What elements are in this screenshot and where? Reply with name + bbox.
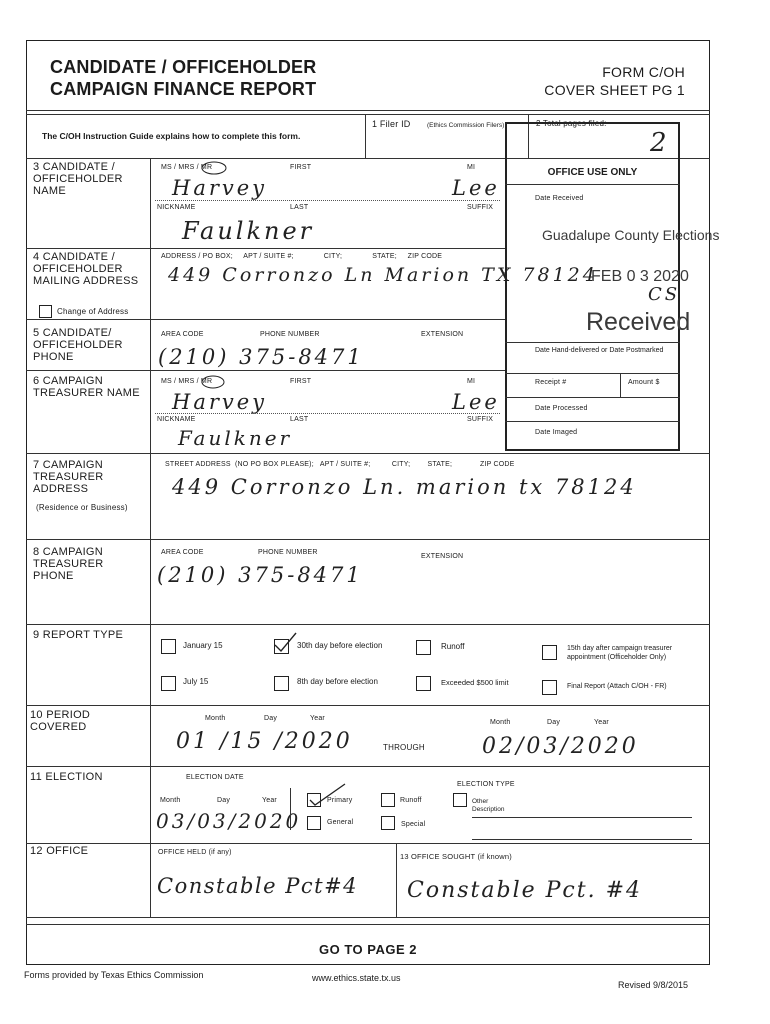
s8-phone-value[interactable]: (210) 375-8471 (157, 563, 363, 587)
website-link[interactable]: www.ethics.state.tx.us (312, 973, 401, 983)
period-to-value[interactable]: 02/03/2020 (482, 734, 639, 759)
s6-mi-label: MI (467, 378, 476, 385)
day8-checkbox[interactable] (274, 676, 289, 691)
section-5-label: 5 CANDIDATE/ OFFICEHOLDER PHONE (33, 327, 123, 363)
section-9-label: 9 REPORT TYPE (33, 629, 124, 641)
section-3-label: 3 CANDIDATE / OFFICEHOLDER NAME (33, 161, 123, 197)
s8-extension-label: EXTENSION (421, 553, 464, 560)
special-label: Special (401, 821, 426, 828)
s6-title-label: MS / MRS / MR (161, 378, 213, 385)
s11-day-label: Day (217, 797, 231, 804)
form-title-line2: CAMPAIGN FINANCE REPORT (50, 79, 317, 99)
s6-suffix-label: SUFFIX (467, 416, 494, 423)
s3-first-value[interactable]: Harvey (172, 176, 268, 200)
period-from-value[interactable]: 01 /15 /2020 (176, 729, 353, 754)
s3-mi-label: MI (467, 164, 476, 171)
s4-address-value[interactable]: 449 Corronzo Ln Marion TX 78124 (168, 264, 598, 286)
s6-mr-circle (200, 373, 230, 391)
runoff-label: Runoff (441, 642, 465, 651)
go-to-page-2: GO TO PAGE 2 (319, 942, 417, 957)
revised-date: Revised 9/8/2015 (618, 980, 689, 990)
s3-last-label: LAST (290, 204, 309, 211)
s3-first-label: FIRST (290, 164, 312, 171)
stamp-date: FEB 0 3 2020 (591, 268, 689, 285)
cover-sheet-label: COVER SHEET PG 1 (544, 82, 685, 98)
filer-id-note: (Ethics Commission Filers) (427, 122, 505, 129)
general-checkbox[interactable] (307, 816, 321, 830)
runoff-election-label: Runoff (400, 797, 422, 804)
s10-to-year-label: Year (594, 719, 609, 726)
day8-label: 8th day before election (297, 677, 378, 686)
election-date-value[interactable]: 03/03/2020 (156, 809, 302, 833)
provided-by: Forms provided by Texas Ethics Commission (24, 970, 204, 980)
s10-day-label: Day (264, 715, 278, 722)
section-12-label: 12 OFFICE (30, 845, 89, 857)
s6-last-value[interactable]: Faulkner (178, 426, 293, 450)
section-8-label: 8 CAMPAIGN TREASURER PHONE (33, 546, 104, 582)
date-processed-label: Date Processed (535, 405, 588, 412)
s7-address-header: STREET ADDRESS (NO PO BOX PLEASE); APT / SUITE #; CITY; STATE; ZIP CODE (165, 461, 515, 468)
s6-first-value[interactable]: Harvey (172, 390, 268, 414)
s5-area-code-label: AREA CODE (161, 331, 204, 338)
jan15-label: January 15 (183, 641, 223, 650)
runoff-checkbox[interactable] (416, 640, 431, 655)
s6-mi-value[interactable]: Lee (452, 390, 500, 414)
s10-year-label: Year (310, 715, 325, 722)
s5-phone-label: PHONE NUMBER (260, 331, 320, 338)
jul15-label: July 15 (183, 677, 209, 686)
stamp-initials: CS (648, 284, 681, 305)
total-pages-label: 2 Total pages filed: (536, 119, 607, 128)
exceeded-checkbox[interactable] (416, 676, 431, 691)
amount-label: Amount $ (628, 379, 660, 386)
runoff-election-checkbox[interactable] (381, 793, 395, 807)
stamp-received: Received (586, 308, 691, 336)
primary-label: Primary (327, 797, 353, 804)
jan15-checkbox[interactable] (161, 639, 176, 654)
through-label: THROUGH (383, 743, 425, 752)
change-of-address-checkbox[interactable] (39, 305, 52, 318)
section-13-label: 13 OFFICE SOUGHT (if known) (400, 852, 512, 861)
s3-suffix-label: SUFFIX (467, 204, 494, 211)
form-code: FORM C/OH (602, 64, 685, 80)
office-held-value[interactable]: Constable Pct#4 (157, 874, 359, 898)
s7-address-value[interactable]: 449 Corronzo Ln. marion tx 78124 (172, 475, 637, 499)
s5-extension-label: EXTENSION (421, 331, 464, 338)
s11-year-label: Year (262, 797, 277, 804)
total-pages-value[interactable]: 2 (650, 128, 670, 158)
s6-nickname-label: NICKNAME (157, 416, 196, 423)
final-report-checkbox[interactable] (542, 680, 557, 695)
jul15-checkbox[interactable] (161, 676, 176, 691)
special-checkbox[interactable] (381, 816, 395, 830)
s6-last-label: LAST (290, 416, 309, 423)
other-checkbox[interactable] (453, 793, 467, 807)
s4-address-header: ADDRESS / PO BOX; APT / SUITE #; CITY; STATE; ZIP CODE (161, 253, 443, 260)
date-imaged-label: Date Imaged (535, 429, 578, 436)
stamp-county: Guadalupe County Elections (542, 227, 720, 243)
primary-checkmark-icon (307, 782, 347, 808)
hand-delivered-label: Date Hand-delivered or Date Postmarked (535, 347, 664, 354)
section-4-label: 4 CANDIDATE / OFFICEHOLDER MAILING ADDRESS (33, 251, 139, 287)
receipt-label: Receipt # (535, 379, 567, 386)
s5-phone-value[interactable]: (210) 375-8471 (158, 345, 364, 369)
s10-to-day-label: Day (547, 719, 561, 726)
s6-first-label: FIRST (290, 378, 312, 385)
day15-checkbox[interactable] (542, 645, 557, 660)
s3-title-label: MS / MRS / MR (161, 164, 213, 171)
office-sought-value[interactable]: Constable Pct. #4 (407, 878, 643, 903)
day15-label: 15th day after campaign treasurer appointment (Officeholder Only) (567, 645, 673, 661)
exceeded-label: Exceeded $500 limit (441, 678, 509, 687)
section-7-sub: (Residence or Business) (36, 503, 128, 512)
office-held-label: OFFICE HELD (if any) (158, 849, 232, 856)
s3-nickname-label: NICKNAME (157, 204, 196, 211)
s8-phone-label: PHONE NUMBER (258, 549, 318, 556)
section-11-label: 11 ELECTION (30, 771, 103, 783)
section-6-label: 6 CAMPAIGN TREASURER NAME (33, 375, 140, 399)
change-of-address-label: Change of Address (57, 307, 129, 316)
date-received-label: Date Received (535, 195, 584, 202)
final-report-label: Final Report (Attach C/OH - FR) (567, 683, 667, 690)
filer-id-label: 1 Filer ID (372, 119, 411, 129)
election-date-label: ELECTION DATE (186, 774, 244, 781)
s3-last-value[interactable]: Faulkner (182, 217, 315, 245)
form-title-line1: CANDIDATE / OFFICEHOLDER (50, 57, 317, 77)
section-7-label: 7 CAMPAIGN TREASURER ADDRESS (33, 459, 104, 495)
s3-mi-value[interactable]: Lee (452, 176, 500, 200)
instruction-text: The C/OH Instruction Guide explains how to complete this form. (42, 131, 301, 141)
day30-checkmark-icon (272, 630, 298, 654)
s3-mr-circle (200, 159, 230, 177)
election-type-label: ELECTION TYPE (457, 781, 515, 788)
other-description-label: Other Description (472, 798, 505, 813)
s10-to-month-label: Month (490, 719, 511, 726)
day30-label: 30th day before election (297, 641, 383, 650)
section-10-label: 10 PERIOD COVERED (30, 709, 91, 733)
general-label: General (327, 819, 354, 826)
s10-month-label: Month (205, 715, 226, 722)
s11-month-label: Month (160, 797, 181, 804)
office-use-title: OFFICE USE ONLY (547, 167, 638, 178)
s8-area-code-label: AREA CODE (161, 549, 204, 556)
